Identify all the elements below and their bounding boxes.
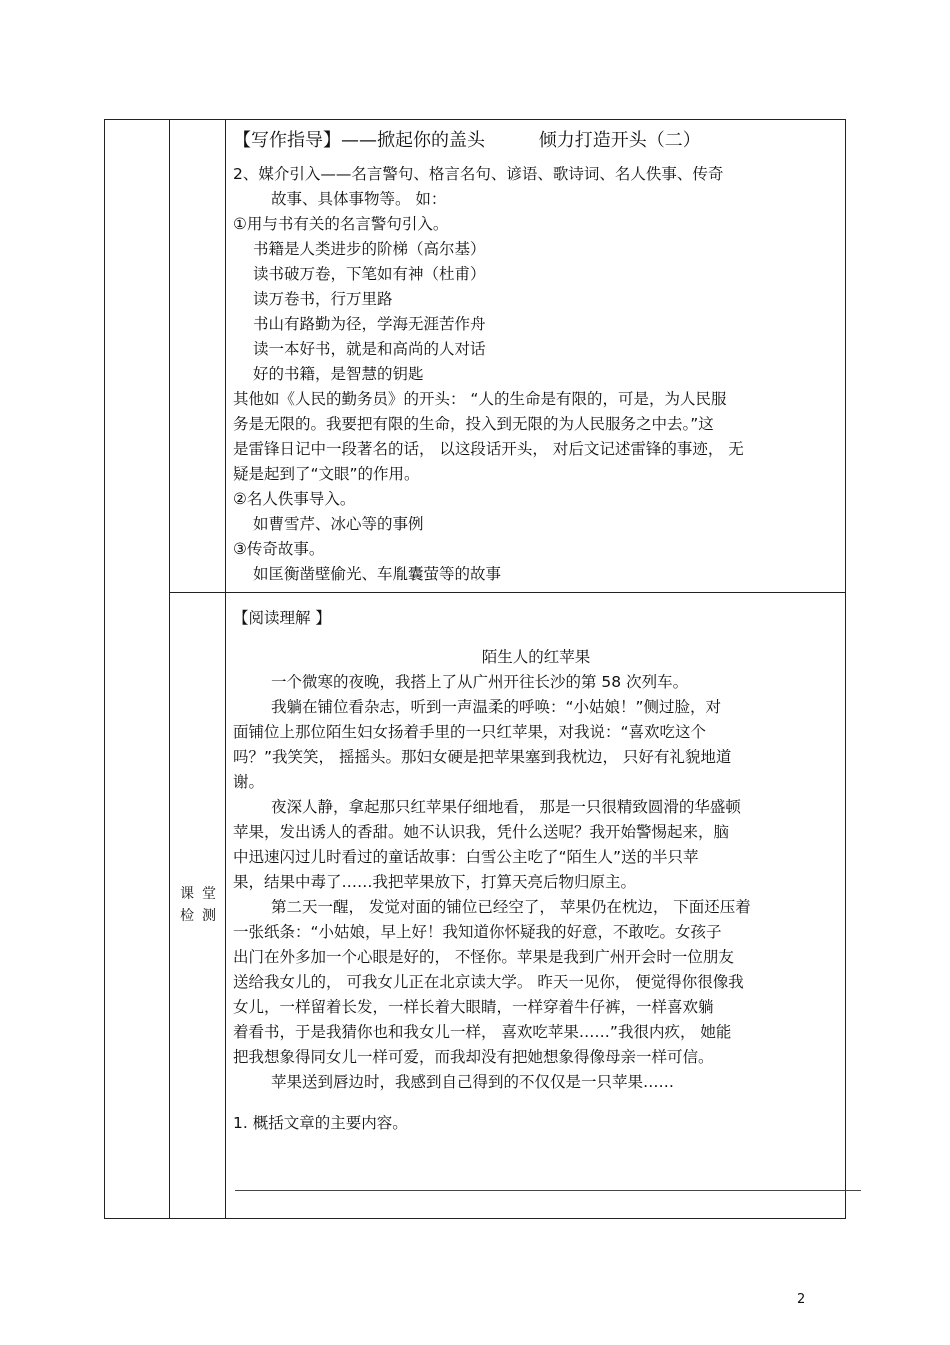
story-title: 陌生人的红苹果 bbox=[481, 648, 591, 666]
title-part-1: 【写作指导】——掀起你的盖头 bbox=[233, 130, 485, 151]
story-line: 果，结果中毒了……我把苹果放下，打算天亮后物归原主。 bbox=[233, 873, 637, 891]
text-line: 务是无限的。我要把有限的生命，投入到无限的为人民服务之中去。”这 bbox=[233, 415, 714, 433]
story-line: 送给我女儿的， 可我女儿正在北京读大学。 昨天一见你， 便觉得你很像我 bbox=[233, 973, 744, 991]
story-line: 女儿，一样留着长发，一样长着大眼睛，一样穿着牛仔裤，一样喜欢躺 bbox=[233, 998, 714, 1016]
side-label-line-2: 检测 bbox=[180, 908, 224, 924]
page-number: 2 bbox=[797, 1292, 806, 1307]
story-line: 着看书，于是我猜你也和我女儿一样， 喜欢吃苹果……”我很内疚， 她能 bbox=[233, 1023, 732, 1041]
side-label bbox=[178, 883, 226, 927]
side-label-line-1: 课堂 bbox=[180, 886, 224, 902]
story-line: 谢。 bbox=[233, 773, 265, 791]
writing-guidance-title bbox=[233, 128, 839, 154]
story-line: 一张纸条：“小姑娘，早上好！我知道你怀疑我的好意，不敢吃。女孩子 bbox=[233, 923, 722, 941]
text-line: 疑是起到了“文眼”的作用。 bbox=[233, 465, 420, 483]
story-line: 出门在外多加一个心眼是好的， 不怪你。苹果是我到广州开会时一位朋友 bbox=[233, 948, 734, 966]
column-divider-2 bbox=[225, 120, 226, 1218]
text-line: 如匡衡凿壁偷光、车胤囊萤等的故事 bbox=[253, 565, 502, 583]
text-line: 书籍是人类进步的阶梯（高尔基） bbox=[253, 240, 486, 258]
worksheet-table bbox=[104, 119, 846, 1219]
question-1: 1. 概括文章的主要内容。 bbox=[233, 1114, 408, 1132]
text-line: 好的书籍，是智慧的钥匙 bbox=[253, 365, 424, 383]
story-line: 夜深人静，拿起那只红苹果仔细地看， 那是一只很精致圆滑的华盛顿 bbox=[271, 798, 741, 816]
story-line: 第二天一醒， 发觉对面的铺位已经空了， 苹果仍在枕边， 下面还压着 bbox=[271, 898, 751, 916]
text-line: 如曹雪芹、冰心等的事例 bbox=[253, 515, 424, 533]
story-line: 中迅速闪过儿时看过的童话故事：白雪公主吃了“陌生人”送的半只苹 bbox=[233, 848, 699, 866]
text-line: 读书破万卷，下笔如有神（杜甫） bbox=[253, 265, 486, 283]
reading-header: 【阅读理解 】 bbox=[233, 609, 331, 627]
text-line: 书山有路勤为径，学海无涯苦作舟 bbox=[253, 315, 486, 333]
title-part-2: 倾力打造开头（二） bbox=[538, 130, 701, 151]
writing-guidance-cell bbox=[233, 128, 839, 587]
story-line: 吗？”我笑笑， 摇摇头。那妇女硬是把苹果塞到我枕边， 只好有礼貌地道 bbox=[233, 748, 732, 766]
text-line: 2、媒介引入——名言警句、格言名句、谚语、歌诗词、名人佚事、传奇 bbox=[233, 165, 724, 183]
story-line: 把我想象得同女儿一样可爱，而我却没有把她想象得像母亲一样可信。 bbox=[233, 1048, 714, 1066]
answer-line[interactable] bbox=[235, 1190, 861, 1191]
text-line: 读一本好书，就是和高尚的人对话 bbox=[253, 340, 486, 358]
text-line: ①用与书有关的名言警句引入。 bbox=[233, 215, 449, 233]
text-line: ②名人佚事导入。 bbox=[233, 490, 356, 508]
row-divider bbox=[169, 592, 845, 593]
reading-cell bbox=[233, 606, 839, 1136]
story-line: 苹果送到唇边时，我感到自己得到的不仅仅是一只苹果…… bbox=[271, 1073, 675, 1091]
story-line: 一个微寒的夜晚，我搭上了从广州开往长沙的第 58 次列车。 bbox=[271, 673, 689, 691]
text-line: 是雷锋日记中一段著名的话， 以这段话开头， 对后文记述雷锋的事迹， 无 bbox=[233, 440, 744, 458]
text-line: 故事、具体事物等。 如： bbox=[271, 190, 447, 208]
story-line: 我躺在铺位看杂志，听到一声温柔的呼唤：“小姑娘！”侧过脸，对 bbox=[271, 698, 722, 716]
text-line: 其他如《人民的勤务员》的开头： “人的生命是有限的，可是，为人民服 bbox=[233, 390, 727, 408]
story-line: 苹果，发出诱人的香甜。她不认识我，凭什么送呢？我开始警惕起来，脑 bbox=[233, 823, 730, 841]
text-line: 读万卷书，行万里路 bbox=[253, 290, 393, 308]
text-line: ③传奇故事。 bbox=[233, 540, 325, 558]
story-line: 面铺位上那位陌生妇女扬着手里的一只红苹果，对我说：“喜欢吃这个 bbox=[233, 723, 707, 741]
column-divider-1 bbox=[169, 120, 170, 1218]
